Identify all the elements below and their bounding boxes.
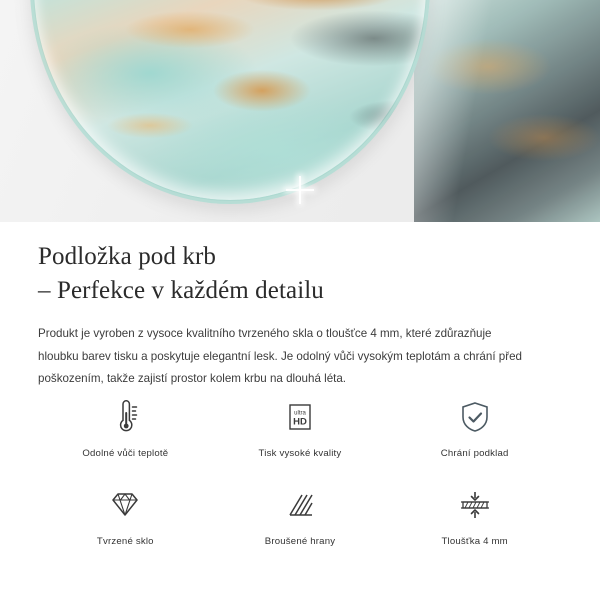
page-title	[0, 222, 600, 307]
hero-image	[0, 0, 600, 222]
feature-label: Broušené hrany	[264, 536, 336, 547]
svg-text:ultra: ultra	[294, 410, 306, 417]
feature-grid	[38, 394, 562, 570]
feature-item-temperature	[38, 394, 213, 482]
feature-label: Tisk vysoké kvality	[258, 448, 342, 459]
feature-label: Tvrzené sklo	[96, 536, 154, 547]
feature-label: Odolné vůči teplotě	[82, 448, 169, 459]
polished-edges-icon	[278, 482, 322, 528]
sparkle-icon	[286, 176, 314, 204]
svg-text:HD: HD	[293, 416, 307, 428]
text-content	[0, 222, 600, 391]
feature-item-print-quality	[213, 394, 388, 482]
feature-item-polished-edges	[213, 482, 388, 570]
thermometer-icon	[103, 394, 147, 440]
marble-slab-highlight	[414, 0, 600, 222]
feature-item-thickness	[387, 482, 562, 570]
page-title-line-2: – Perfekce v každém detailu	[38, 276, 324, 304]
feature-item-protection	[387, 394, 562, 482]
feature-label: Tloušťka 4 mm	[441, 536, 508, 547]
page-title-line-1: Podložka pod krb	[38, 243, 216, 270]
feature-item-tempered-glass	[38, 482, 213, 570]
shield-check-icon	[453, 394, 497, 440]
thickness-arrows-icon	[453, 482, 497, 528]
description-paragraph: Produkt je vyroben z vysoce kvalitního tvrzeného skla o tloušťce 4 mm, které zdůrazňuje hloubku barev tisku a poskytuje elegantní lesk. Je odolný vůči vysokým teplotám a chrání před poškozením, takže zajistí prostor kolem krbu na dlouhá léta.	[38, 327, 522, 386]
ultra-hd-icon	[278, 394, 322, 440]
feature-label: Chrání podklad	[440, 448, 509, 459]
diamond-icon	[103, 482, 147, 528]
